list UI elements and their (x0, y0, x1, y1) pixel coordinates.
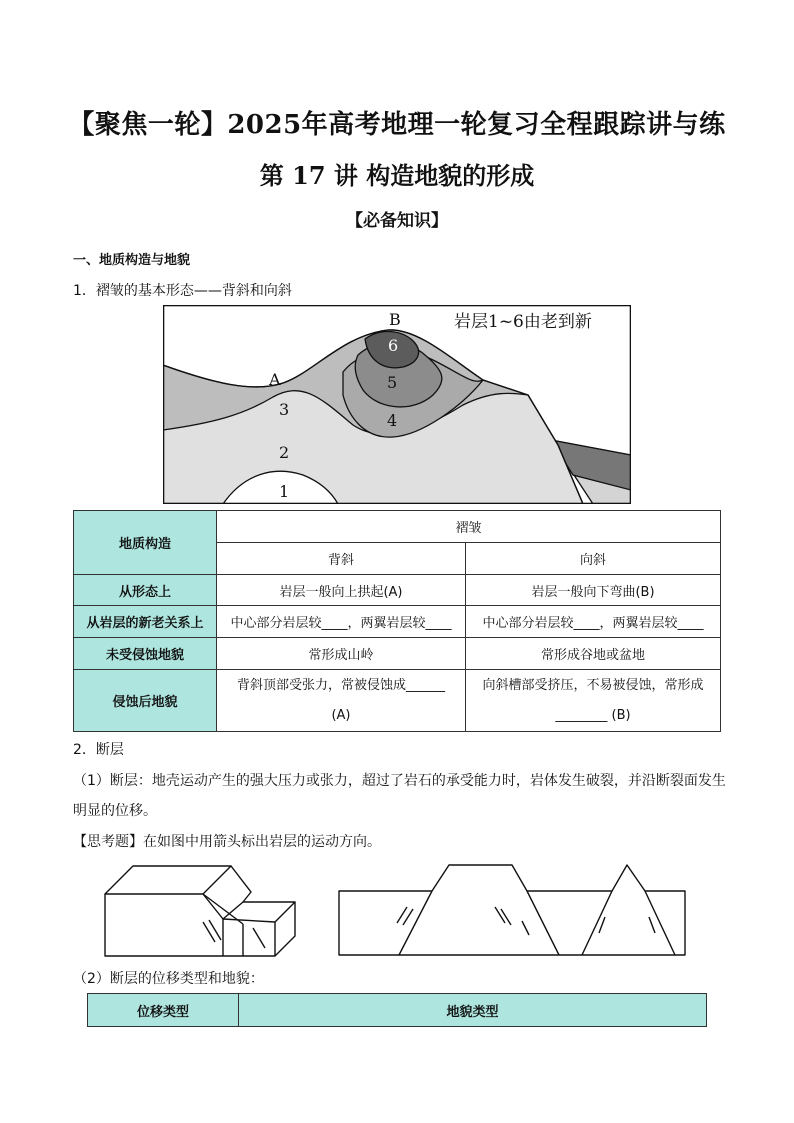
cell-syncline: 常形成谷地或盆地 (466, 638, 721, 670)
layer-5-label: 5 (387, 373, 398, 392)
lesson-title: 第 17 讲 构造地貌的形成 (259, 161, 535, 190)
item-2-heading: 2．断层 (73, 742, 124, 758)
layer-6-label: 6 (388, 336, 399, 355)
fold-diagram (163, 305, 631, 504)
cell-syncline (466, 670, 721, 732)
layer-4-label: 4 (387, 411, 398, 430)
section-heading: 一、地质构造与地貌 (73, 253, 191, 268)
table-row (74, 638, 721, 670)
point-a-label: A (269, 370, 281, 389)
fault-definition-line1: （1）断层：地壳运动产生的强大压力或张力，超过了岩石的承受能力时，岩体发生破裂，并沿断裂面发生 (73, 773, 726, 789)
header-geo-structure: 地质构造 (74, 511, 217, 575)
header-syncline: 向斜 (466, 543, 721, 575)
table-row (74, 606, 721, 638)
cell-anticline: 常形成山岭 (217, 638, 466, 670)
cell-syncline: 中心部分岩层较____，两翼岩层较____ (466, 606, 721, 638)
cell-anticline (217, 670, 466, 732)
document-title: 【聚焦一轮】2025年高考地理一轮复习全程跟踪讲与练 (68, 110, 726, 140)
fault-block-diagram-2 (337, 861, 687, 957)
layer-1-label: 1 (279, 482, 290, 501)
row-label: 从形态上 (74, 575, 217, 606)
section-title: 【必备知识】 (346, 211, 448, 231)
fault-block-diagram-1 (103, 864, 299, 958)
cell-syncline: 岩层一般向下弯曲(B) (466, 575, 721, 606)
cell-anticline: 中心部分岩层较____，两翼岩层较____ (217, 606, 466, 638)
item-1-heading: 1．褶皱的基本形态——背斜和向斜 (73, 283, 292, 299)
header-fold: 褶皱 (217, 511, 721, 543)
row-label: 未受侵蚀地貌 (74, 638, 217, 670)
layer-2-label: 2 (279, 443, 290, 462)
erosion-syncline-line2: ________ (B) (555, 707, 631, 723)
table-row (74, 575, 721, 606)
header-displacement-type: 位移类型 (88, 994, 239, 1027)
fold-note: 岩层1~6由老到新 (454, 312, 592, 332)
row-label: 从岩层的新老关系上 (74, 606, 217, 638)
table-row (74, 670, 721, 732)
item-2-2-heading: （2）断层的位移类型和地貌： (73, 971, 264, 987)
row-label: 侵蚀后地貌 (74, 670, 217, 732)
erosion-syncline-line1: 向斜槽部受挤压，不易被侵蚀，常形成 (482, 677, 704, 693)
header-landform-type: 地貌类型 (239, 994, 707, 1027)
erosion-anticline-line2: (A) (331, 707, 351, 723)
think-question: 【思考题】在如图中用箭头标出岩层的运动方向。 (73, 834, 381, 850)
fault-table (87, 993, 707, 1027)
fold-table (73, 510, 721, 732)
point-b-label: B (389, 310, 401, 329)
fault-definition-line2: 明显的位移。 (73, 803, 157, 819)
erosion-anticline-line1: 背斜顶部受张力，常被侵蚀成______ (236, 677, 445, 693)
cell-anticline: 岩层一般向上拱起(A) (217, 575, 466, 606)
header-anticline: 背斜 (217, 543, 466, 575)
layer-3-label: 3 (279, 400, 290, 419)
